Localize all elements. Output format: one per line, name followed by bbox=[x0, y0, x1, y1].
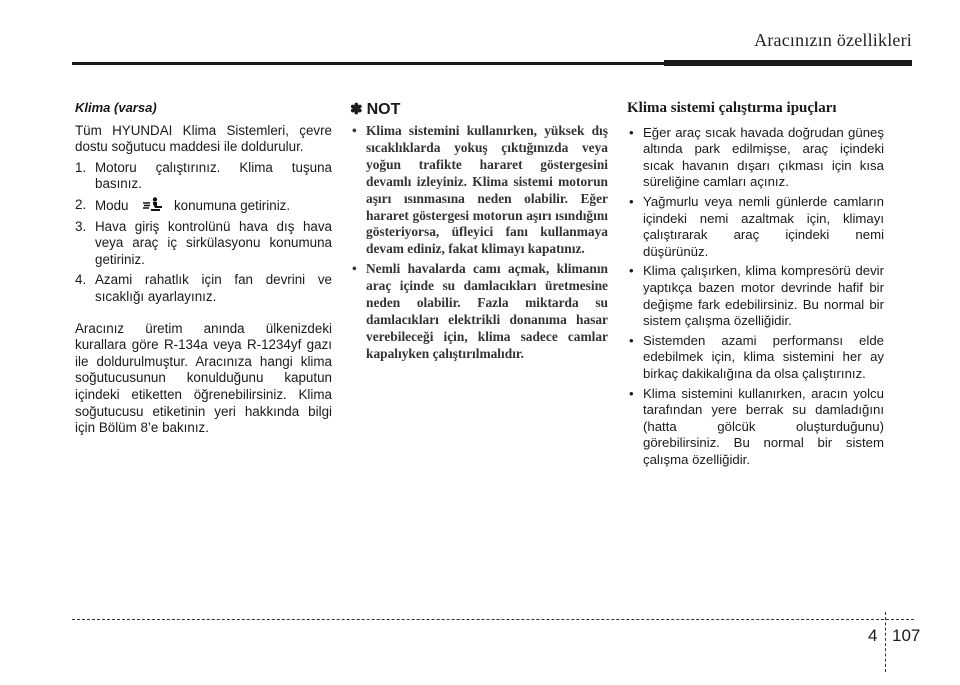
step-item bbox=[75, 160, 332, 193]
step-item bbox=[75, 197, 332, 215]
footer-rule bbox=[72, 619, 914, 620]
page-number-separator bbox=[885, 612, 886, 672]
page-header-title: Aracınızın özellikleri bbox=[754, 30, 912, 50]
bullet-icon: • bbox=[352, 261, 357, 277]
step-text: Motoru çalıştırınız. Klima tuşuna basınız. bbox=[95, 159, 332, 192]
tips-column bbox=[627, 100, 884, 471]
section-heading: Klima (varsa) bbox=[75, 100, 157, 115]
tip-text: Sistemden azami performansı elde edebilmek için, klima sistemini her ay birkaç dakikalığına da olsa çalıştırınız. bbox=[643, 332, 884, 381]
bullet-icon: • bbox=[629, 385, 634, 401]
tip-item bbox=[627, 125, 884, 191]
tips-list bbox=[627, 125, 884, 469]
note-item-text: Nemli havalarda camı açmak, klimanın araç içinde su damlacıkları üretmesine neden olabilir. Fazla miktarda su damlacıkları elektrikli donanıma hasar verebileceği için, klima sadece camlar kapalıyken çalıştırılmalıdır. bbox=[366, 261, 608, 361]
step-text: Hava giriş kontrolünü hava dış hava veya araç iç sirkülasyonu konumuna getiriniz. bbox=[95, 218, 332, 267]
tip-text: Klima sistemini kullanırken, aracın yolcu tarafından yere berrak su damladığını (hatta gölcük oluşturduğunu) görebilirsiniz. Bu normal bir sistem çalışma özelliğidir. bbox=[643, 385, 884, 467]
note-heading bbox=[350, 100, 608, 119]
note-column bbox=[350, 100, 608, 366]
refrigerant-paragraph: Aracınız üretim anında ülkenizdeki kurallara göre R-134a veya R-1234yf gazı ile doldurulmuştur. Aracınıza hangi klima soğutucusunun konulduğunu kaputun içindeki etiketten öğrenebilirsiniz. Klima soğutucusu etiketinin yeri hakkında bilgi için Bölüm 8’e bakınız. bbox=[75, 320, 332, 436]
page-number: 107 bbox=[892, 626, 921, 645]
tip-item bbox=[627, 263, 884, 329]
left-column bbox=[75, 100, 332, 441]
bullet-icon: • bbox=[629, 193, 634, 209]
chapter-number: 4 bbox=[868, 626, 878, 645]
tip-text: Eğer araç sıcak havada doğrudan güneş altında park edilmişse, araç içindeki sıcak havanın dışarı çıkması için kısa süreliğine camları açınız. bbox=[643, 124, 884, 190]
step-number: 4. bbox=[75, 272, 87, 288]
tip-item bbox=[627, 386, 884, 469]
step-item bbox=[75, 219, 332, 269]
note-item bbox=[350, 261, 608, 362]
step-text-after: konumuna getiriniz. bbox=[173, 197, 291, 213]
step-item bbox=[75, 272, 332, 305]
note-title: NOT bbox=[366, 101, 401, 118]
bullet-icon: • bbox=[352, 123, 357, 138]
step-text: Azami rahatlık için fan devrini ve sıcaklığı ayarlayınız. bbox=[95, 272, 332, 304]
bullet-icon: • bbox=[629, 263, 634, 279]
bullet-icon: • bbox=[629, 332, 634, 348]
tip-item bbox=[627, 194, 884, 260]
tips-heading: Klima sistemi çalıştırma ipuçları bbox=[627, 100, 837, 116]
tip-text: Klima çalışırken, klima kompresörü devir yaptıkça bazen motor devrinde hafif bir değişme fark edebilirsiniz. Bu normal bir sistem çalışma özelliğidir. bbox=[643, 263, 884, 329]
step-number: 1. bbox=[75, 159, 87, 175]
steps-list bbox=[75, 160, 332, 306]
step-text-before: Modu bbox=[95, 197, 129, 213]
tip-item bbox=[627, 333, 884, 383]
vent-mode-icon bbox=[142, 197, 164, 213]
note-list bbox=[350, 123, 608, 363]
tip-text: Yağmurlu veya nemli günlerde camların içindeki nemi azaltmak için, klimayı çalıştırarak araç içindeki nemi düşürünüz. bbox=[643, 193, 884, 259]
step-number: 2. bbox=[75, 196, 87, 212]
bullet-icon: • bbox=[629, 124, 634, 140]
asterisk-icon: ✽ bbox=[350, 101, 363, 118]
note-item bbox=[350, 123, 608, 258]
intro-paragraph: Tüm HYUNDAI Klima Sistemleri, çevre dostu soğutucu maddesi ile doldurulur. bbox=[75, 122, 332, 155]
header-rule-accent bbox=[664, 60, 912, 66]
note-item-text: Klima sistemini kullanırken, yüksek dış sıcaklıklarda yokuş çıktığınızda veya yoğun trafikte hararet göstergesini devamlı izleyiniz. Klima sistemi motorun aşırı ısınmasına neden olabilir. Eğer hararet göstergesi motorun aşırı ısındığını gösteriyorsa, üfleyici fanı kullanmaya devam ediniz, fakat klimayı kapatınız. bbox=[366, 123, 608, 257]
step-number: 3. bbox=[75, 218, 87, 234]
